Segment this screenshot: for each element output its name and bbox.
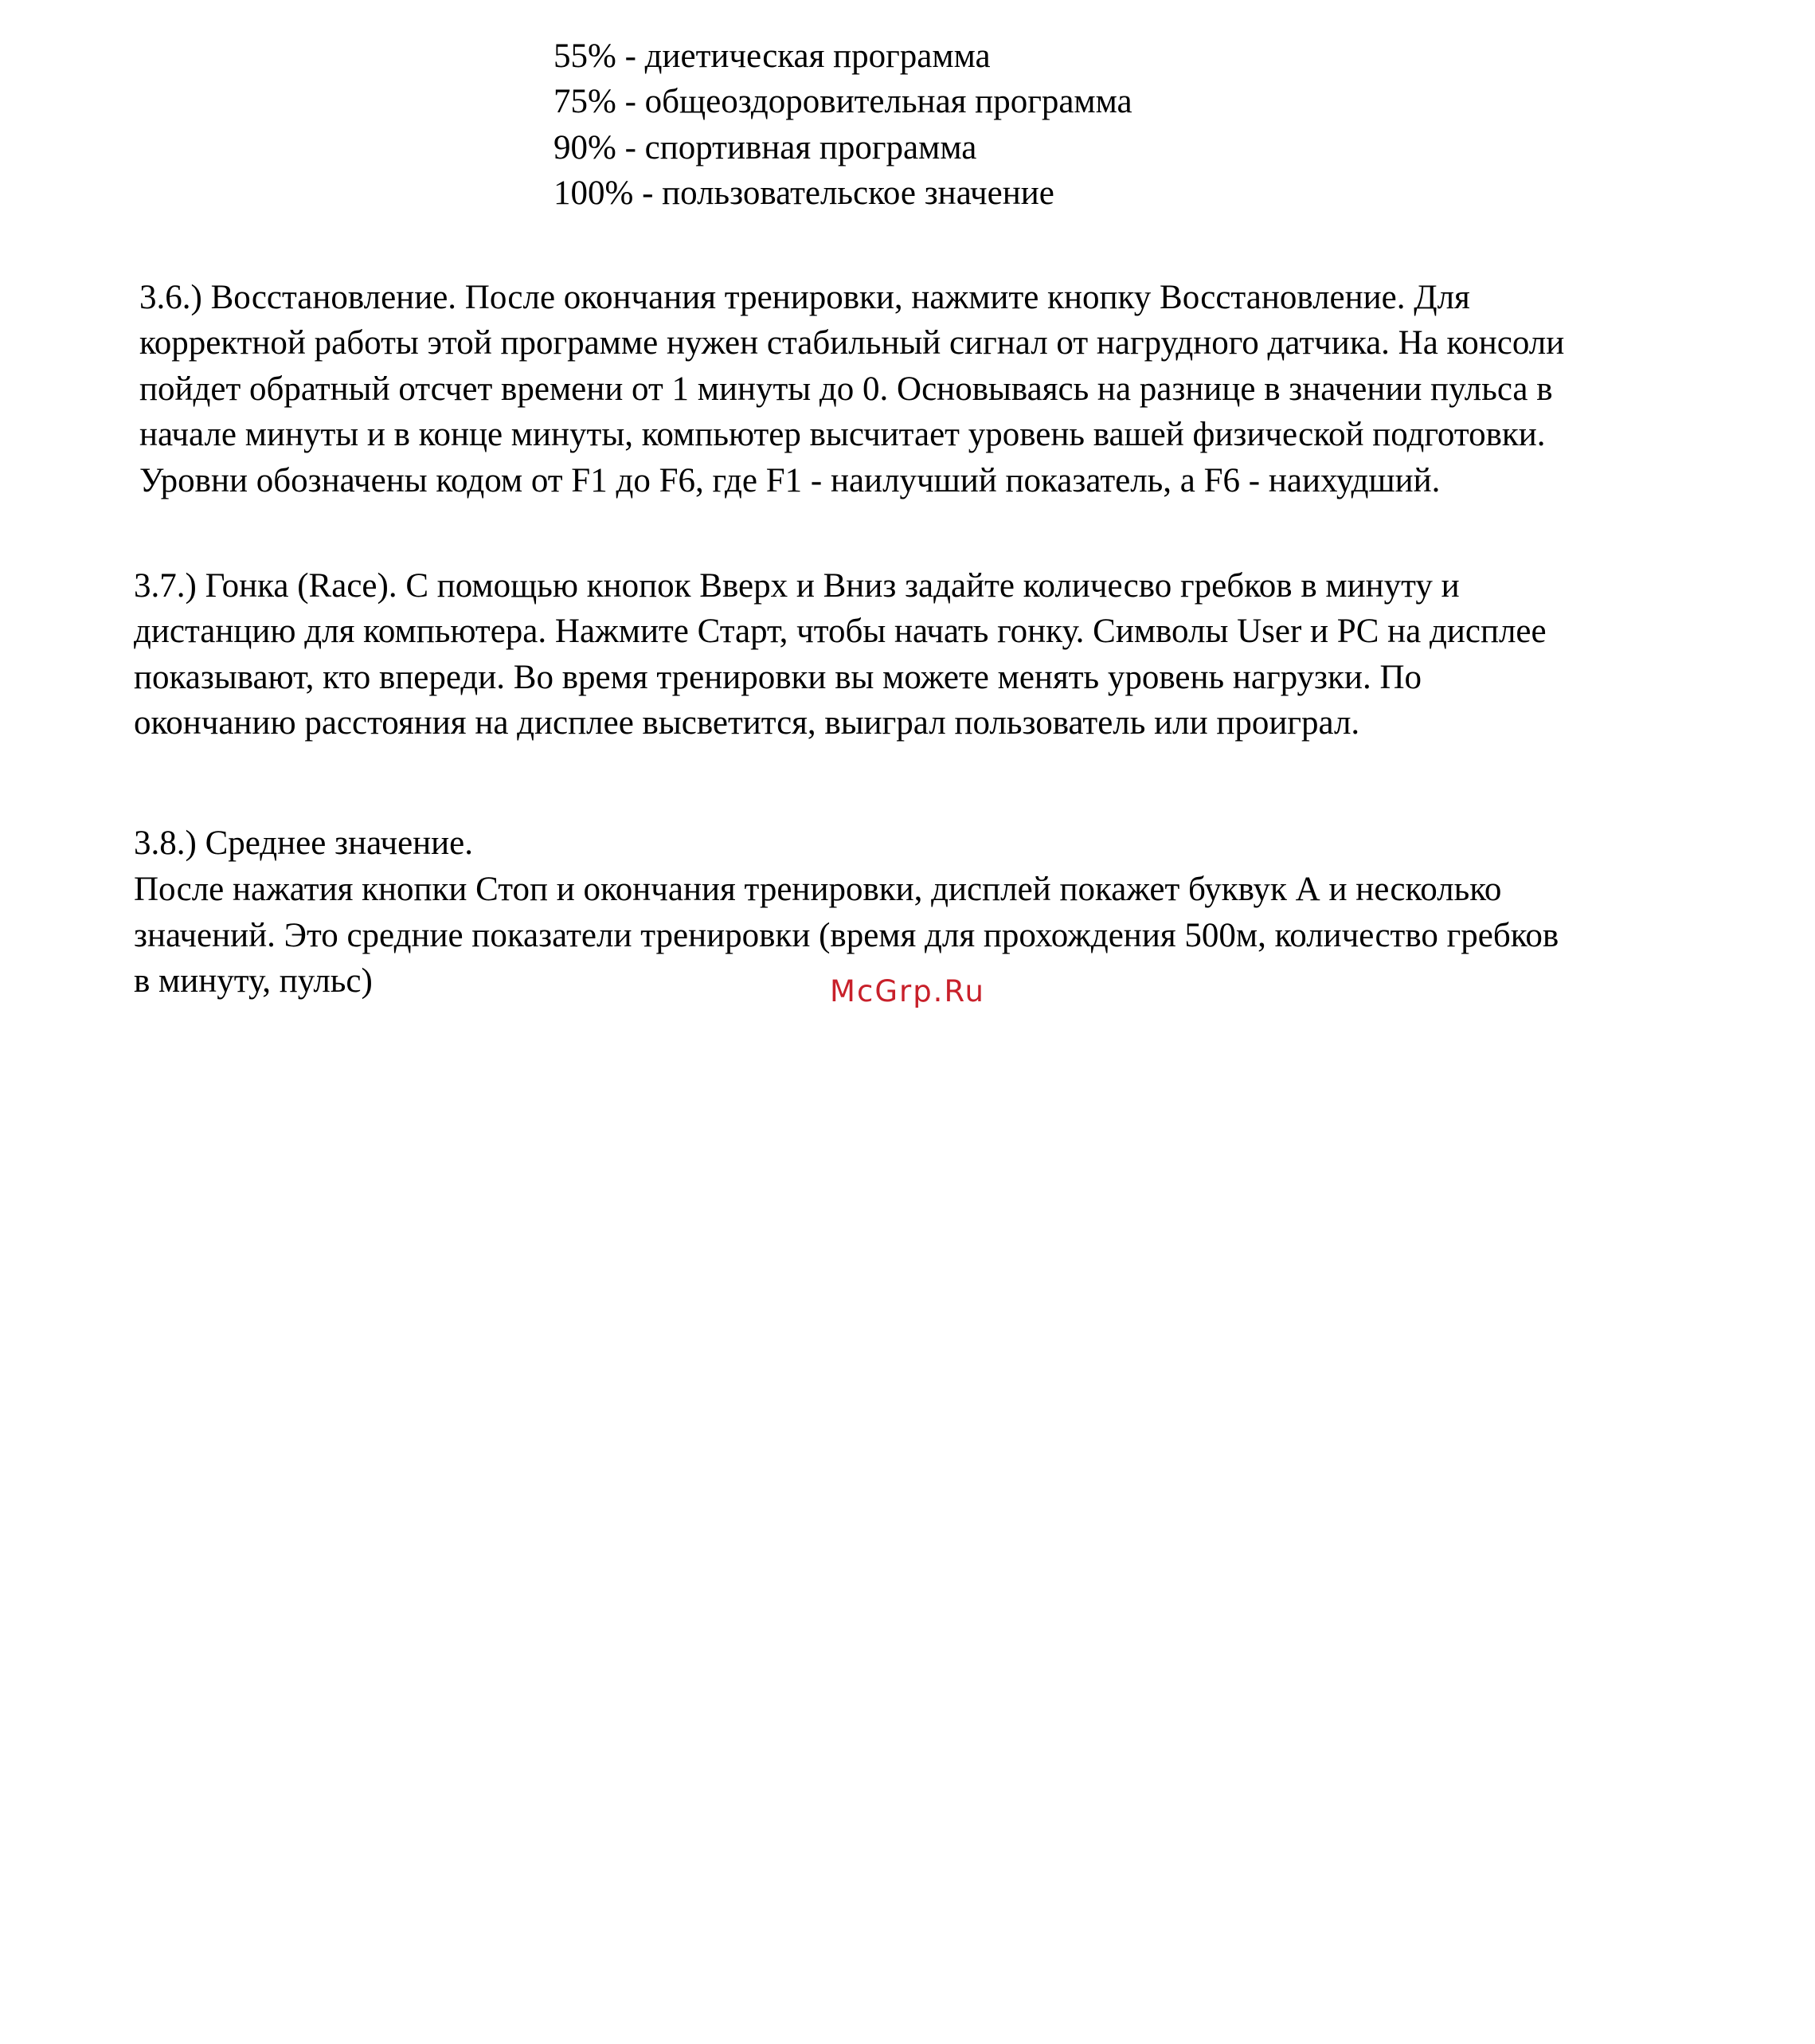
paragraph-line: показывают, кто впереди. Во время тренировки вы можете менять уровень нагрузки. По bbox=[134, 659, 1422, 696]
section-heading: 3.8.) Среднее значение. bbox=[134, 824, 474, 862]
paragraph-line: После нажатия кнопки Стоп и окончания тренировки, дисплей покажет буквук А и несколько bbox=[134, 871, 1502, 908]
paragraph-line: окончанию расстояния на дисплее высветится, выиграл пользователь или проиграл. bbox=[134, 704, 1360, 742]
program-item-user: 100% - пользовательское значение bbox=[553, 174, 1054, 212]
paragraph-line: пойдет обратный отсчет времени от 1 минуты до 0. Основываясь на разнице в значении пульса в bbox=[139, 370, 1553, 408]
paragraph-line: дистанцию для компьютера. Нажмите Старт, чтобы начать гонку. Символы User и PC на дисплее bbox=[134, 613, 1547, 650]
paragraph-line: 3.7.) Гонка (Race). С помощью кнопок Вверх и Вниз задайте количесво гребков в минуту и bbox=[134, 567, 1460, 605]
paragraph-line: в минуту, пульс) bbox=[134, 962, 373, 1000]
program-item-health: 75% - общеоздоровительная программа bbox=[553, 83, 1132, 120]
paragraph-line: 3.6.) Восстановление. После окончания тренировки, нажмите кнопку Восстановление. Для bbox=[139, 279, 1470, 316]
paragraph-line: Уровни обозначены кодом от F1 до F6, где F1 - наилучший показатель, а F6 - наихудший. bbox=[139, 462, 1441, 499]
paragraph-line: начале минуты и в конце минуты, компьютер высчитает уровень вашей физической подготовки. bbox=[139, 416, 1546, 453]
site-watermark: McGrp.Ru bbox=[830, 974, 985, 1008]
program-item-sport: 90% - спортивная программа bbox=[553, 129, 977, 166]
program-item-diet: 55% - диетическая программа bbox=[553, 37, 991, 75]
paragraph-line: корректной работы этой программе нужен стабильный сигнал от нагрудного датчика. На консоли bbox=[139, 324, 1565, 362]
paragraph-line: значений. Это средние показатели тренировки (время для прохождения 500м, количество гребков bbox=[134, 917, 1559, 954]
